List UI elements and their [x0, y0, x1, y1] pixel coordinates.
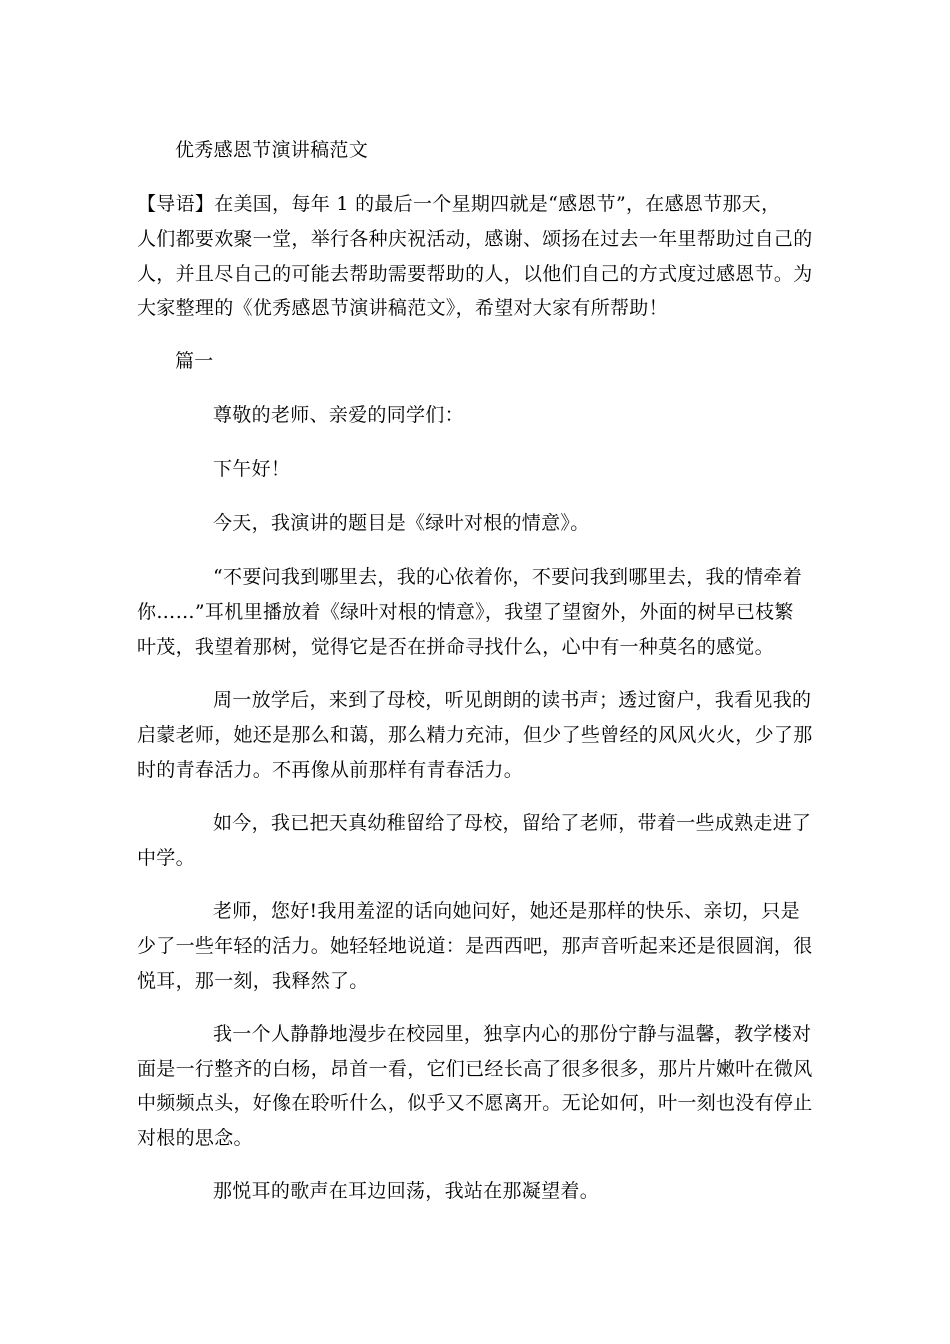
paragraph-2-line-3: 叶茂，我望着那树，觉得它是否在拼命寻找什么，心中有一种莫名的感觉。 — [137, 636, 774, 658]
paragraph-1-line-1: 今天，我演讲的题目是《绿叶对根的情意》。 — [213, 512, 590, 534]
section-label: 篇一 — [175, 350, 214, 372]
paragraph-6-line-1: 我一个人静静地漫步在校园里，独享内心的那份宁静与温馨，教学楼对 — [213, 1023, 812, 1045]
salutation: 尊敬的老师、亲爱的同学们： — [213, 404, 464, 426]
paragraph-5-line-1: 老师，您好!我用羞涩的话向她问好，她还是那样的快乐、亲切，只是 — [213, 900, 800, 922]
intro-line-3: 人，并且尽自己的可能去帮助需要帮助的人，以他们自己的方式度过感恩节。为 — [137, 263, 813, 285]
paragraph-6-line-2: 面是一行整齐的白杨，昂首一看，它们已经长高了很多很多，那片片嫩叶在微风 — [137, 1058, 813, 1080]
paragraph-2-line-1: “不要问我到哪里去，我的心依着你，不要问我到哪里去，我的情牵着 — [213, 566, 803, 588]
paragraph-6-line-3: 中频频点头，好像在聆听什么，似乎又不愿离开。无论如何，叶一刻也没有停止 — [137, 1092, 813, 1114]
paragraph-3-line-1: 周一放学后，来到了母校，听见朗朗的读书声；透过窗户，我看见我的 — [213, 689, 812, 711]
intro-line-4: 大家整理的《优秀感恩节演讲稿范文》，希望对大家有所帮助！ — [137, 297, 668, 319]
paragraph-5-line-2: 少了一些年轻的活力。她轻轻地说道：是西西吧，那声音听起来还是很圆润，很 — [137, 935, 813, 957]
paragraph-6-line-4: 对根的思念。 — [137, 1127, 253, 1149]
paragraph-3-line-3: 时的青春活力。不再像从前那样有青春活力。 — [137, 759, 524, 781]
paragraph-5-line-3: 悦耳，那一刻，我释然了。 — [137, 970, 369, 992]
intro-line-2: 人们都要欢聚一堂，举行各种庆祝活动，感谢、颂扬在过去一年里帮助过自己的 — [137, 228, 813, 250]
paragraph-4-line-1: 如今，我已把天真幼稚留给了母校，留给了老师，带着一些成熟走进了 — [213, 812, 812, 834]
paragraph-4-line-2: 中学。 — [137, 847, 195, 869]
document-title: 优秀感恩节演讲稿范文 — [175, 139, 369, 161]
paragraph-7-line-1: 那悦耳的歌声在耳边回荡，我站在那凝望着。 — [213, 1180, 600, 1202]
greeting: 下午好！ — [213, 458, 291, 480]
paragraph-2-line-2: 你……”耳机里播放着《绿叶对根的情意》，我望了望窗外，外面的树早已枝繁 — [137, 601, 794, 623]
paragraph-3-line-2: 启蒙老师，她还是那么和蔼，那么精力充沛，但少了些曾经的风风火火，少了那 — [137, 724, 813, 746]
intro-line-1: 【导语】在美国，每年 1 的最后一个星期四就是“感恩节”，在感恩节那天， — [137, 193, 781, 215]
